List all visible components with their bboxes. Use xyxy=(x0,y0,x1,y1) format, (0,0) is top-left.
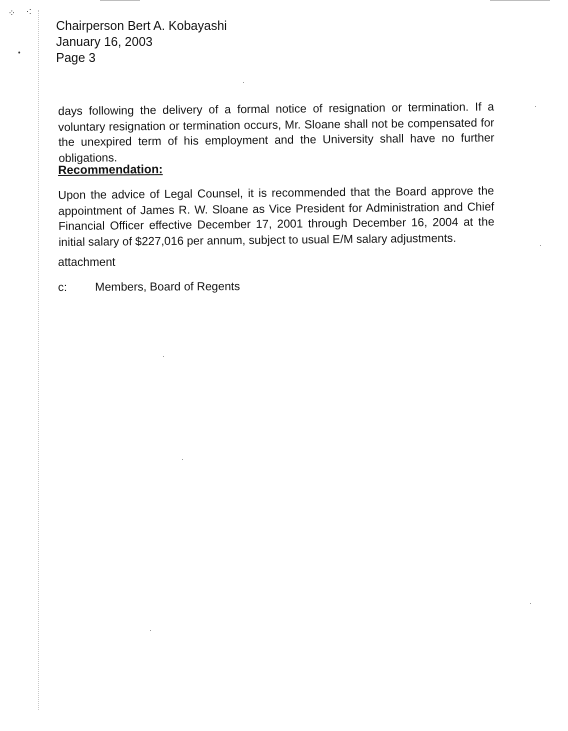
scan-top-rule xyxy=(100,0,140,1)
scan-top-rule xyxy=(490,0,550,1)
recommendation-heading: Recommendation: xyxy=(58,162,163,177)
scan-speck: ·: xyxy=(26,6,32,16)
scan-speck: • xyxy=(18,50,21,57)
recipient-line: Chairperson Bert A. Kobayashi xyxy=(56,19,227,33)
scan-speck xyxy=(540,245,541,246)
cc-recipients: Members, Board of Regents xyxy=(94,280,241,294)
scan-speck xyxy=(150,630,151,631)
scan-speck xyxy=(163,356,164,357)
scan-speck xyxy=(182,459,183,460)
cc-label: c: xyxy=(58,280,68,294)
recommendation-paragraph: Upon the advice of Legal Counsel, it is recommended that the Board approve the appointment of James R. W. Sloane as Vice President for Administration and Chief Financial Officer effective December 17, 2001 through December 16, 2004 at the initial salary of $227,016 per annum, subject to usual E/M salary adjustments. xyxy=(58,184,495,249)
attachment-note: attachment xyxy=(58,256,116,269)
scan-speck xyxy=(535,106,536,107)
page-number: Page 3 xyxy=(56,51,96,65)
date-line: January 16, 2003 xyxy=(56,35,153,49)
scan-edge-line xyxy=(38,10,39,710)
scan-speck xyxy=(530,603,531,604)
letter-header xyxy=(56,18,227,66)
scan-speck xyxy=(243,82,244,83)
cc-line xyxy=(58,280,240,294)
scan-speck: ⁘ xyxy=(8,8,16,18)
continuation-paragraph: days following the delivery of a formal notice of resignation or termination. If a voluntary resignation or termination occurs, Mr. Sloane shall not be compensated for the unexpired term of his employment and the University shall have no further obligations. xyxy=(58,100,495,165)
